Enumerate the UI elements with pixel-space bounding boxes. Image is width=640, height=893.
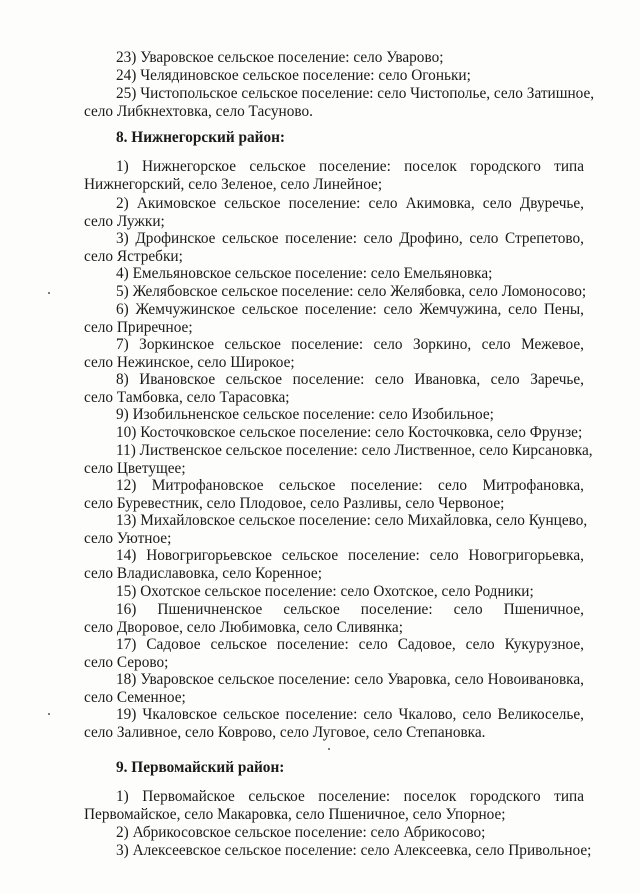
s8-item-9: 9) Изобильненское сельское поселение: село Изобильное; [116, 406, 494, 423]
section-9-heading: 9. Первомайский район: [116, 759, 285, 776]
s8-item-2-line1: 2) Акимовское сельское поселение: село Акимовка, село Двуречье, [116, 195, 584, 212]
s8-item-2-line2: село Лужки; [84, 213, 165, 230]
s8-item-7-line2: село Нежинское, село Широкое; [84, 354, 295, 371]
s9-item-1-line2: Первомайское, село Макаровка, село Пшеничное, село Упорное; [84, 806, 506, 823]
s8-item-13-line1: 13) Михайловское сельское поселение: село Михайловка, село Кунцево, [116, 512, 588, 529]
s8-item-17-line2: село Серово; [84, 654, 169, 671]
s8-item-1-line1: 1) Нижнегорское сельское поселение: поселок городского типа [116, 158, 584, 175]
s8-item-12-line2: село Буревестник, село Плодовое, село Разливы, село Червоное; [84, 495, 505, 512]
s8-item-19-line2: село Заливное, село Коврово, село Луговое, село Степановка. [84, 724, 486, 741]
list-item-25-line1: 25) Чистопольское сельское поселение: село Чистополье, село Затишное, [116, 85, 595, 102]
list-item-23: 23) Уваровское сельское поселение: село Уварово; [116, 49, 444, 66]
s8-item-5: 5) Желябовское сельское поселение: село Желябовка, село Ломоносово; [116, 283, 587, 300]
list-item-24: 24) Челядиновское сельское поселение: село Огоньки; [116, 67, 471, 84]
s8-item-10: 10) Косточковское сельское поселение: село Косточковка, село Фрунзе; [116, 424, 583, 441]
s8-item-14-line1: 14) Новогригорьевское сельское поселение: село Новогригорьевка, [116, 547, 584, 564]
s8-item-7-line1: 7) Зоркинское сельское поселение: село Зоркино, село Межевое, [116, 336, 584, 353]
s8-item-17-line1: 17) Садовое сельское поселение: село Садовое, село Кукурузное, [116, 636, 584, 653]
s8-item-8-line1: 8) Ивановское сельское поселение: село Ивановка, село Заречье, [116, 371, 584, 388]
scan-speck [48, 713, 50, 715]
s8-item-18-line1: 18) Уваровское сельское поселение: село Уваровка, село Новоивановка, [116, 671, 584, 688]
s8-item-3-line2: село Ястребки; [84, 248, 183, 265]
s8-item-15: 15) Охотское сельское поселение: село Охотское, село Родники; [116, 583, 534, 600]
s9-item-1-line1: 1) Первомайское сельское поселение: поселок городского типа [116, 788, 584, 805]
s8-item-16-line2: село Дворовое, село Любимовка, село Сливянка; [84, 619, 403, 636]
s8-item-19-line1: 19) Чкаловское сельское поселение: село Чкалово, село Великоселье, [116, 706, 584, 723]
s8-item-13-line2: село Уютное; [84, 530, 172, 547]
s8-item-11-line2: село Цветущее; [84, 460, 186, 477]
s9-item-2: 2) Абрикосовское сельское поселение: село Абрикосово; [116, 824, 486, 841]
s8-item-3-line1: 3) Дрофинское сельское поселение: село Дрофино, село Стрепетово, [116, 230, 584, 247]
s8-item-4: 4) Емельяновское сельское поселение: село Емельяновка; [116, 265, 493, 282]
scan-speck [48, 292, 50, 294]
s9-item-3: 3) Алексеевское сельское поселение: село Алексеевка, село Привольное; [116, 842, 592, 859]
s8-item-1-line2: Нижнегорский, село Зеленое, село Линейное; [84, 176, 383, 193]
s8-item-8-line2: село Тамбовка, село Тарасовка; [84, 389, 290, 406]
s8-item-12-line1: 12) Митрофановское сельское поселение: село Митрофановка, [116, 477, 584, 494]
scan-speck [328, 748, 330, 750]
list-item-25-line2: село Либкнехтовка, село Тасуново. [84, 103, 313, 120]
s8-item-11-line1: 11) Лиственское сельское поселение: село Лиственное, село Кирсановка, [116, 442, 593, 459]
s8-item-16-line1: 16) Пшеничненское сельское поселение: село Пшеничное, [116, 601, 584, 618]
s8-item-14-line2: село Владиславовка, село Коренное; [84, 565, 322, 582]
s8-item-18-line2: село Семенное; [84, 689, 186, 706]
section-8-heading: 8. Нижнегорский район: [116, 129, 286, 146]
s8-item-6-line1: 6) Жемчужинское сельское поселение: село Жемчужина, село Пены, [116, 301, 584, 318]
s8-item-6-line2: село Приречное; [84, 319, 193, 336]
